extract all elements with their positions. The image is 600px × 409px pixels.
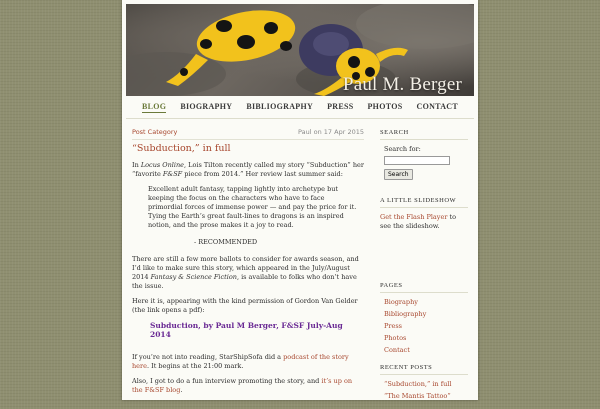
site-title[interactable]: Paul M. Berger: [342, 74, 462, 95]
podcast-link[interactable]: podcast of the story here: [132, 353, 349, 370]
text-span: .: [180, 386, 183, 394]
pages-item-photos[interactable]: Photos: [384, 334, 407, 342]
nav-photos[interactable]: PHOTOS: [367, 102, 403, 111]
recent-posts-heading: RECENT POSTS: [380, 363, 468, 375]
nav-blog[interactable]: BLOG: [141, 101, 167, 111]
magazine-name: Fantasy & Science Fiction: [150, 273, 237, 281]
slideshow-heading: A LITTLE SLIDESHOW: [380, 196, 468, 208]
magazine-name: F&SF: [162, 170, 183, 178]
header-banner: [126, 4, 474, 96]
text-span: There are still a few more ballots to consider for awards season, and I’d like to make sure this story, which appeared in the July/August 2014: [132, 255, 359, 281]
paragraph-interview: [132, 377, 364, 395]
slideshow-text: [380, 213, 468, 231]
nav-biography[interactable]: BIOGRAPHY: [180, 102, 233, 111]
pdf-link[interactable]: Subduction, by Paul M Berger, F&SF July-Aug 2014: [150, 321, 343, 339]
recent-posts-list: [384, 380, 468, 401]
nav-press[interactable]: PRESS: [327, 102, 354, 111]
flash-player-link[interactable]: Get the Flash Player: [380, 213, 448, 221]
pages-item-press[interactable]: Press: [384, 322, 402, 330]
search-button[interactable]: Search: [384, 169, 413, 180]
search-label: Search for:: [384, 145, 421, 153]
paragraph-awards: [132, 255, 364, 291]
post-title[interactable]: “Subduction,” in full: [132, 143, 231, 154]
text-span: , is available to folks who don’t have the issue.: [132, 273, 357, 290]
review-quote: Excellent adult fantasy, tapping lightly into archetype but keeping the focus on the characters who have to face primordial forces of immense power — and pay the price for it. Tying the Earth’s great fault-lines to dragons is an inspired notion, and the prose makes it a joy to read.: [148, 185, 357, 229]
post-category[interactable]: Post Category: [132, 128, 178, 136]
search-heading: SEARCH: [380, 128, 468, 140]
search-input[interactable]: [384, 156, 450, 165]
pages-heading: PAGES: [380, 281, 468, 293]
paragraph-permission: Here it is, appearing with the kind permission of Gordon Van Gelder (the link opens a pdf):: [132, 297, 358, 314]
text-span: , Lois Tilton recently called my story “Subduction” her “favorite: [132, 161, 364, 178]
recent-post-item[interactable]: “The Mantis Tattoo”: [384, 392, 451, 400]
sidebar: [380, 128, 468, 409]
pages-item-contact[interactable]: Contact: [384, 346, 410, 354]
text-span: Also, I got to do a fun interview promoting the story, and: [132, 377, 322, 385]
paragraph-review: [132, 161, 364, 179]
text-span: to see the slideshow.: [380, 213, 457, 230]
pages-item-bibliography[interactable]: Bibliography: [384, 310, 427, 318]
text-span: . It begins at the 21:00 mark.: [147, 362, 244, 370]
post-meta: [132, 128, 364, 140]
text-span: If you’re not into reading, StarShipSofa did a: [132, 353, 284, 361]
paragraph-podcast: [132, 353, 364, 371]
recommended-label: - RECOMMENDED: [194, 238, 258, 246]
page-container: [122, 0, 478, 400]
publication-name: Locus Online: [140, 161, 184, 169]
text-span: In: [132, 161, 141, 169]
interview-link[interactable]: it’s up on the F&SF blog: [132, 377, 353, 394]
post-content: [132, 128, 364, 401]
nav-bibliography[interactable]: BIBLIOGRAPHY: [246, 102, 314, 111]
main-nav: [126, 96, 474, 119]
pages-item-biography[interactable]: Biography: [384, 298, 418, 306]
recent-post-item[interactable]: “Subduction,” in full: [384, 380, 452, 388]
text-span: piece from 2014.” Her review last summer said:: [182, 170, 343, 178]
nav-contact[interactable]: CONTACT: [416, 102, 459, 111]
post-byline: Paul on 17 Apr 2015: [298, 128, 364, 136]
pages-list: [384, 298, 468, 355]
